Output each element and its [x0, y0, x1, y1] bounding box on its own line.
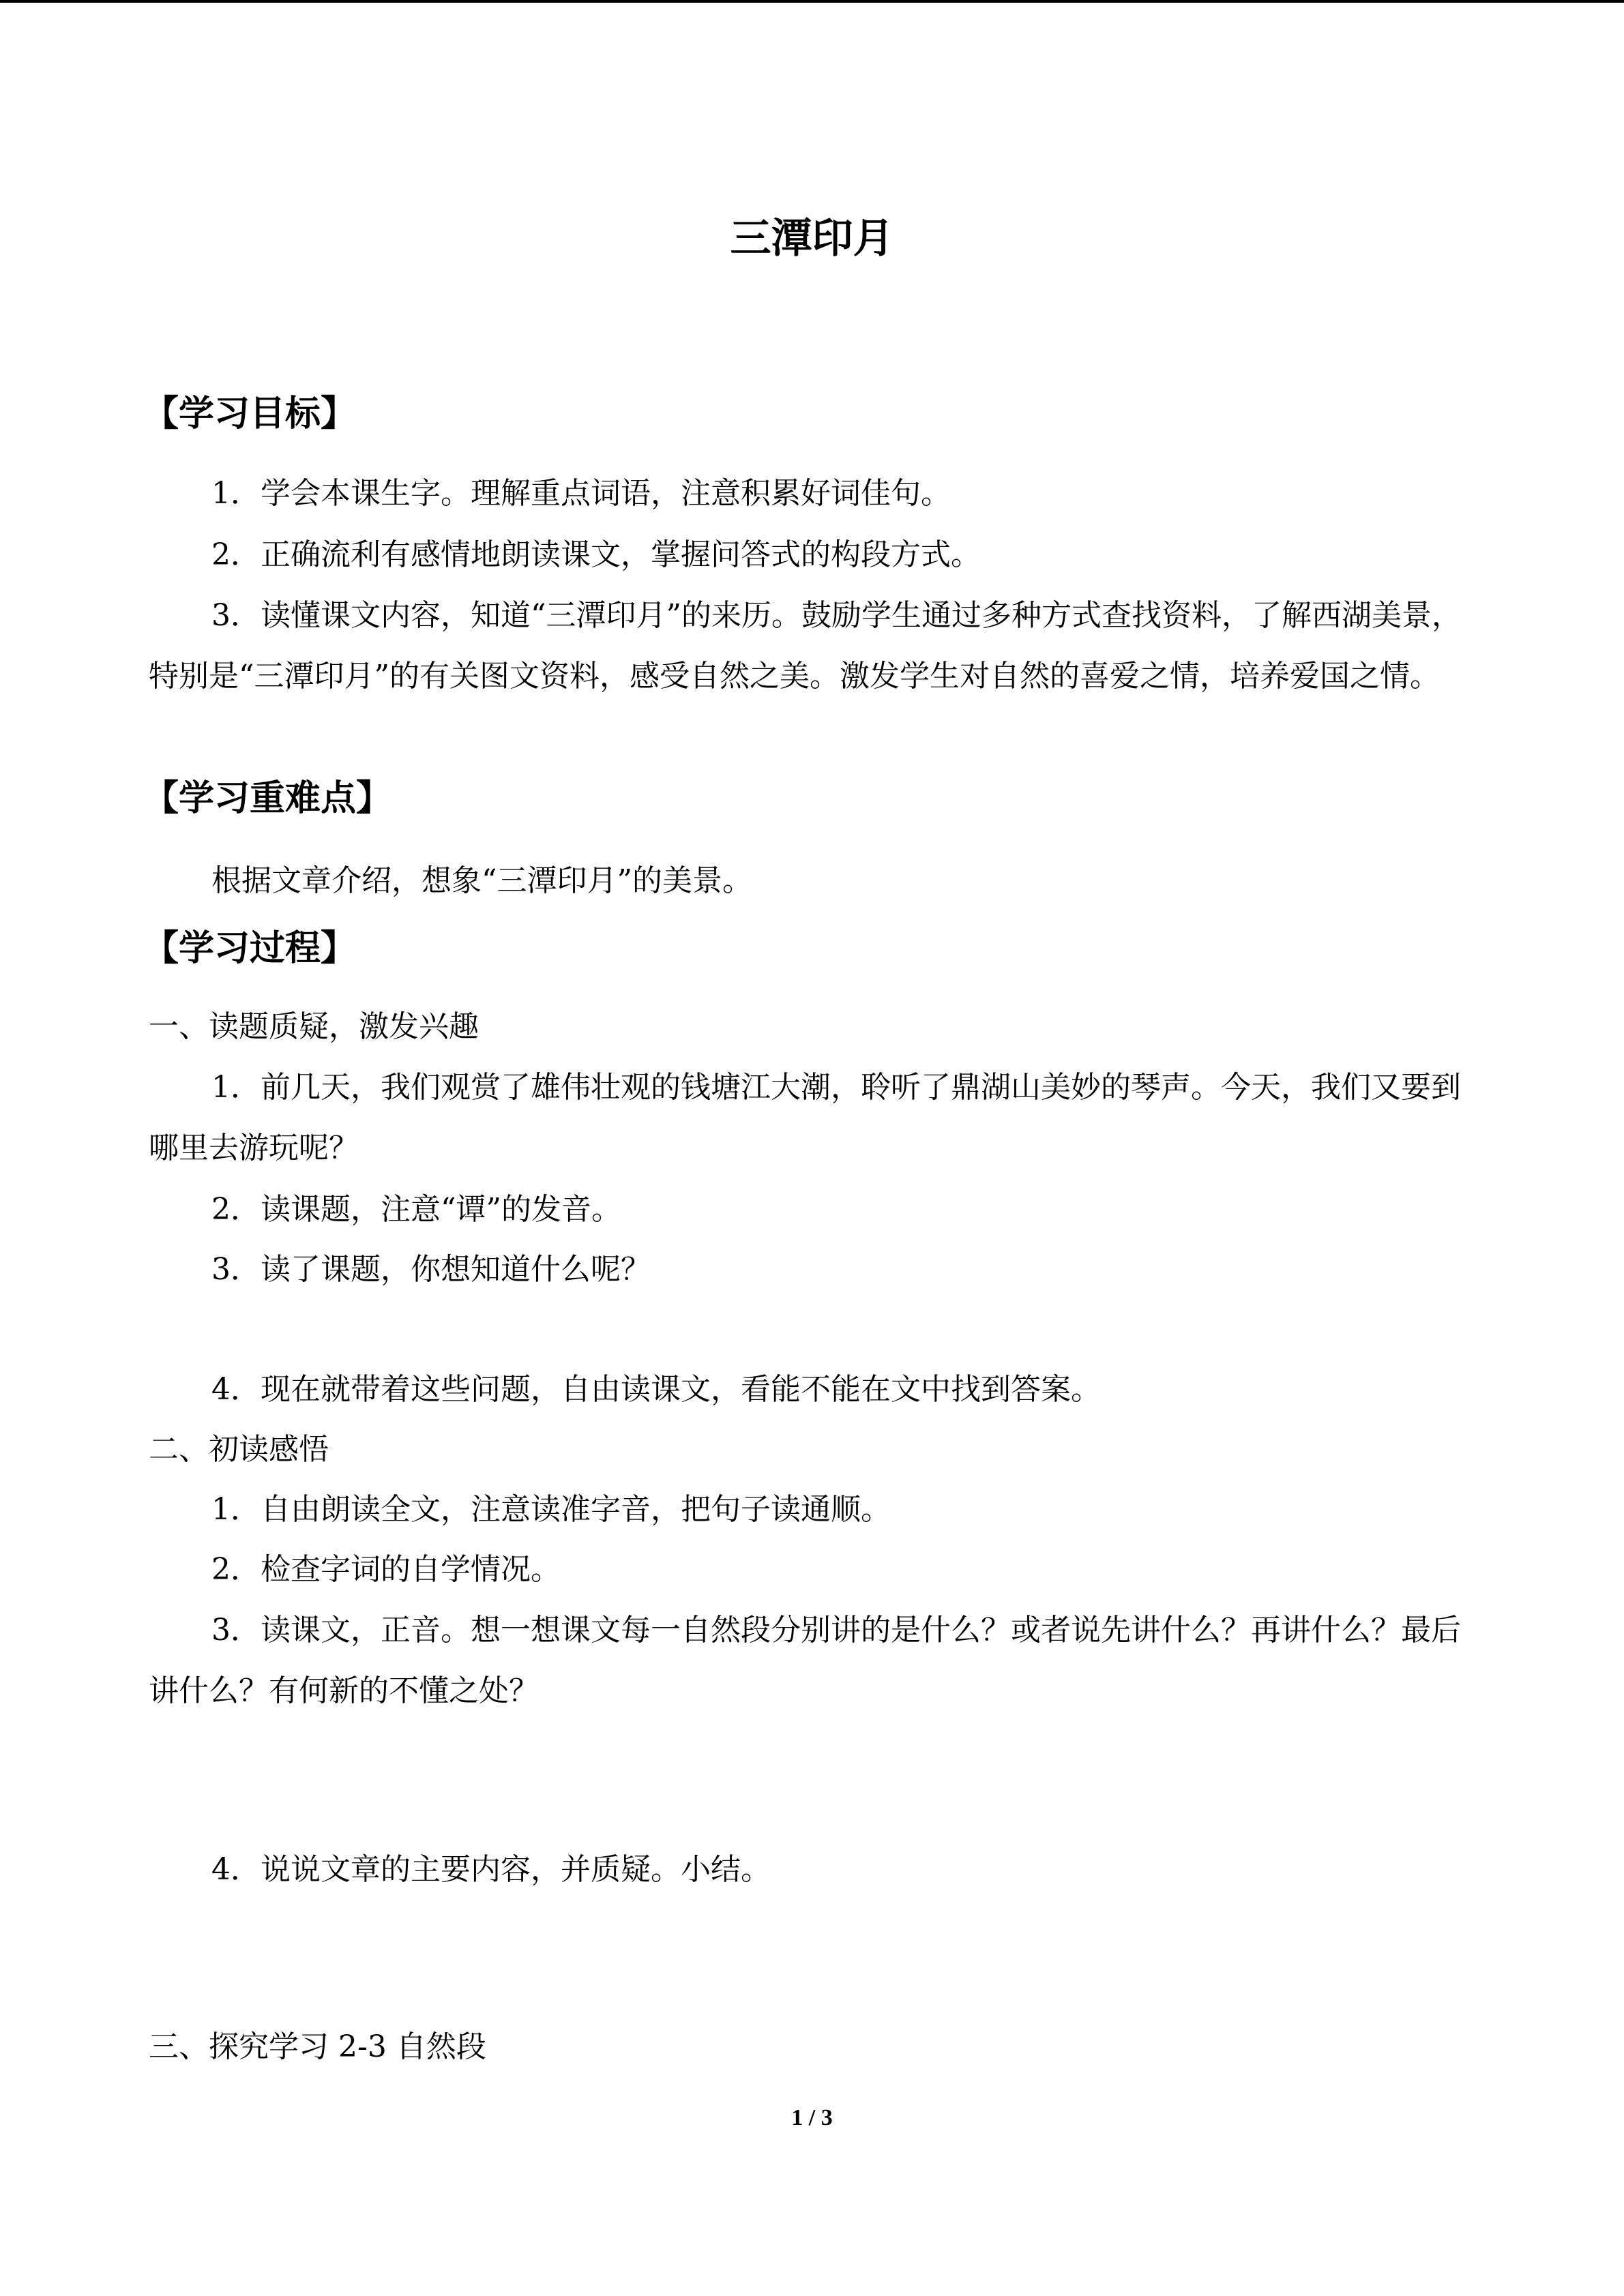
goal-item-2: 2．正确流利有感情地朗读课文，掌握问答式的构段方式。 — [211, 537, 981, 572]
part1-item-3: 3．读了课题，你想知道什么呢？ — [211, 1252, 651, 1287]
part1-item-4: 4．现在就带着这些问题，自由读课文，看能不能在文中找到答案。 — [211, 1372, 1101, 1407]
part2-item-4: 4．说说文章的主要内容，并质疑。小结。 — [211, 1852, 771, 1887]
document-title: 三潭印月 — [730, 215, 894, 263]
key-points-text: 根据文章介绍，想象“三潭印月”的美景。 — [211, 863, 752, 898]
part1-item-2: 2．读课题，注意“谭”的发音。 — [211, 1192, 621, 1227]
part2-item-1: 1．自由朗读全文，注意读准字音，把句子读通顺。 — [211, 1492, 891, 1527]
page-number: 1 / 3 — [791, 2105, 833, 2130]
part2-item-2: 2．检查字词的自学情况。 — [211, 1552, 561, 1587]
section-heading-goals: 【学习目标】 — [143, 393, 357, 434]
section-heading-key-points: 【学习重难点】 — [143, 778, 392, 819]
process-part3-title: 三、探究学习 2-3 自然段 — [149, 2029, 486, 2064]
part2-item-3: 3．读课文，正音。想一想课文每一自然段分别讲的是什么？或者说先讲什么？再讲什么？最后讲什么？有何新的不懂之处？ — [149, 1613, 1461, 1708]
goal-item-3: 3．读懂课文内容，知道“三潭印月”的来历。鼓励学生通过多种方式查找资料，了解西湖美景，特别是“三潭印月”的有关图文资料，感受自然之美。激发学生对自然的喜爱之情，培养爱国之情。 — [149, 598, 1462, 694]
process-part1-title: 一、读题质疑，激发兴趣 — [149, 1009, 479, 1044]
process-part2-title: 二、初读感悟 — [149, 1432, 329, 1467]
goal-item-1: 1．学会本课生字。理解重点词语，注意积累好词佳句。 — [211, 476, 951, 511]
part1-item-1: 1．前几天，我们观赏了雄伟壮观的钱塘江大潮，聆听了鼎湖山美妙的琴声。今天，我们又要到哪里去游玩呢？ — [149, 1070, 1461, 1165]
section-heading-process: 【学习过程】 — [143, 928, 357, 969]
